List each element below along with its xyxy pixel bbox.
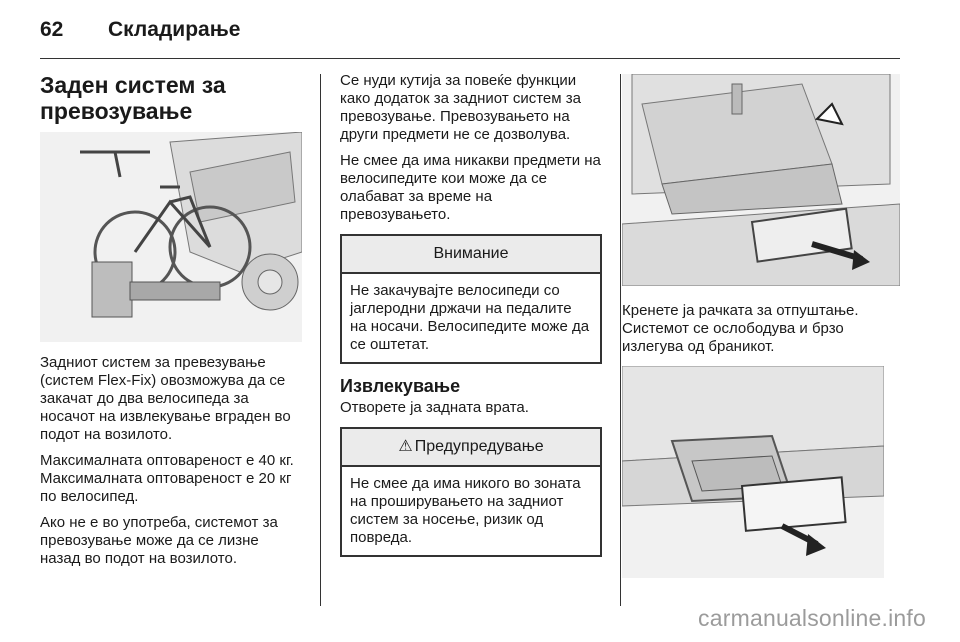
page-title: Складирање	[108, 18, 241, 41]
warning-triangle-icon: ⚠	[398, 438, 413, 455]
subsection-title: Извлекување	[340, 376, 461, 396]
caution-title: Внимание	[342, 236, 600, 274]
header-divider	[40, 58, 900, 59]
column-1	[40, 72, 302, 576]
page-header	[40, 18, 920, 48]
instruction-text: Отворете ја задната врата.	[340, 399, 529, 416]
system-extending-illustration	[622, 366, 884, 578]
warning-box	[340, 427, 602, 557]
caution-text: Не закачувајте велосипеди со јаглеродни држачи на педалите на носачи. Велосипедите може да се оштетат.	[350, 282, 590, 353]
release-handle-drawing	[622, 74, 900, 286]
bike-carrier-drawing	[40, 132, 302, 342]
warning-text: Не смее да има никого во зоната на проширувањето на задниот систем за носење, ризик од повреда.	[350, 475, 581, 546]
release-handle-illustration	[622, 74, 900, 286]
column-divider-2	[620, 74, 621, 606]
watermark: carmanualsonline.info	[698, 605, 926, 631]
caption-text: Кренете ја рачката за отпуштање. Системот се ослободува и брзо излегува од браникот.	[622, 302, 859, 355]
warning-title: Предупредување	[414, 438, 544, 455]
paragraph-5: Не смее да има никакви предмети на велосипедите кои може да се олабават за време на превозувањето.	[340, 152, 601, 223]
paragraph-3: Ако не е во употреба, системот за превозување може да се лизне назад во подот на возилото.	[40, 514, 278, 567]
page-number: 62	[40, 18, 64, 41]
section-title: Заден систем за превозување	[40, 72, 226, 124]
caution-box	[340, 234, 602, 364]
column-3	[622, 72, 902, 578]
paragraph-4: Се нуди кутија за повеќе функции како додаток за задниот систем за превозување. Превозувањето на други предмети не се дозволува.	[340, 72, 581, 143]
paragraph-1: Задниот систем за превезување (систем Flex-Fix) овозможува да се закачат до два велосипеда за носачот на извлекување вграден во подот на возилото.	[40, 354, 291, 443]
bike-carrier-illustration	[40, 132, 302, 342]
paragraph-2: Максималната оптовареност е 40 кг. Максималната оптовареност е 20 кг по велосипед.	[40, 452, 294, 505]
system-extending-drawing	[622, 366, 884, 578]
column-2	[340, 72, 602, 565]
column-divider-1	[320, 74, 321, 606]
warning-header	[342, 429, 600, 467]
